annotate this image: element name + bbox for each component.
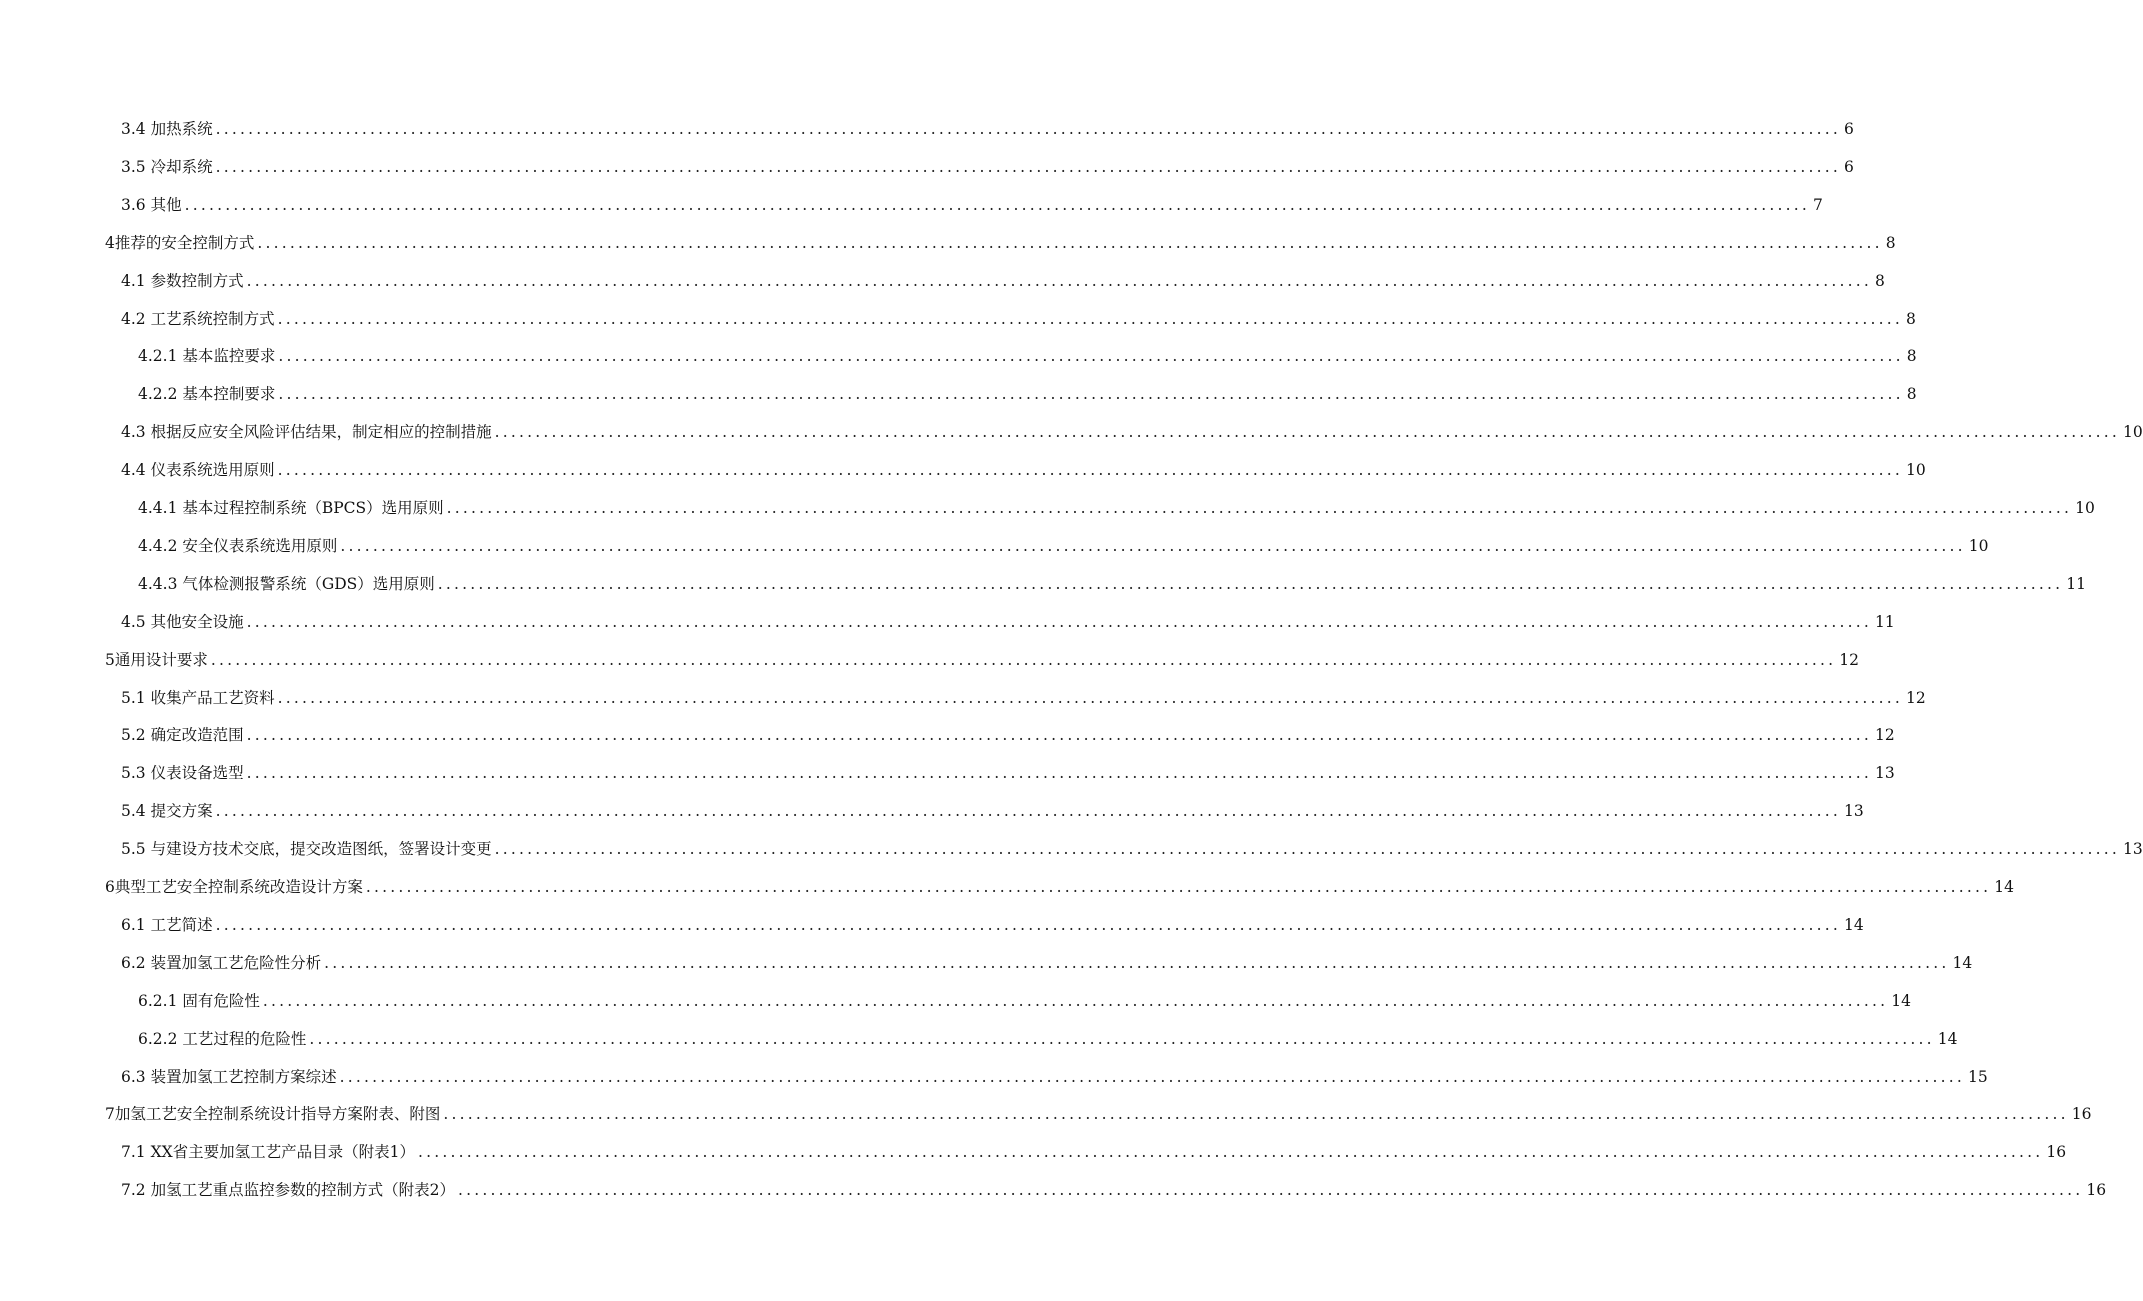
toc-leader-dots: ........................................................................................................................................................................................................ [210, 650, 1837, 669]
toc-entry-page-number: 12 [1874, 726, 1895, 745]
toc-entry-page-number: 11 [2066, 574, 2086, 593]
toc-leader-dots: ........................................................................................................................................................................................................ [324, 953, 1950, 972]
toc-entry-page-number: 6 [1843, 120, 1854, 138]
toc-entry-page-number: 13 [1874, 764, 1895, 783]
toc-entry-page-number: 10 [1905, 461, 1926, 480]
toc-entry-page-number: 10 [2075, 499, 2095, 517]
toc-entry[interactable] [121, 302, 1916, 328]
toc-leader-dots: ........................................................................................................................................................................................................ [340, 536, 1966, 555]
toc-entry[interactable] [121, 832, 2143, 859]
toc-entry-page-number: 8 [1874, 271, 1885, 290]
toc-leader-dots: ........................................................................................................................................................................................................ [262, 991, 1889, 1010]
toc-entry-page-number: 16 [2046, 1143, 2067, 1162]
toc-entry-title: 5.2 确定改造范围 [121, 726, 244, 745]
toc-leader-dots: ........................................................................................................................................................................................................ [494, 423, 2120, 442]
toc-entry[interactable] [121, 908, 1864, 934]
toc-entry[interactable] [105, 226, 1896, 252]
toc-leader-dots: ........................................................................................................................................................................................................ [339, 1067, 1965, 1086]
toc-entry-title: 6.2.1 固有危险性 [138, 991, 260, 1010]
toc-entry-title: 6.2.2 工艺过程的危险性 [138, 1029, 307, 1048]
toc-entry[interactable] [121, 453, 1926, 480]
toc-entry-title: 4推荐的安全控制方式 [105, 233, 255, 252]
toc-entry-title: 5.3 仪表设备选型 [121, 764, 244, 783]
toc-leader-dots: ........................................................................................................................................................................................................ [277, 461, 1903, 480]
toc-entry[interactable] [138, 567, 2086, 593]
toc-entry[interactable] [121, 188, 1823, 214]
toc-entry-page-number: 10 [2123, 423, 2143, 442]
toc-entry-page-number: 8 [1885, 233, 1896, 252]
toc-entry[interactable] [138, 984, 1912, 1010]
toc-entry[interactable] [121, 1135, 2067, 1162]
toc-entry-title: 3.4 加热系统 [121, 120, 213, 138]
toc-leader-dots: ........................................................................................................................................................................................................ [215, 802, 1841, 821]
toc-entry-page-number: 11 [1874, 612, 1895, 631]
toc-entry-title: 7.2 加氢工艺重点监控参数的控制方式（附表2） [121, 1181, 455, 1200]
toc-entry[interactable] [121, 150, 1854, 176]
toc-entry-page-number: 15 [1967, 1067, 1988, 1086]
toc-entry-title: 7.1 XX省主要加氢工艺产品目录（附表1） [121, 1143, 416, 1162]
toc-entry-page-number: 10 [1968, 536, 1989, 555]
toc-entry-title: 4.1 参数控制方式 [121, 271, 244, 290]
toc-leader-dots: ........................................................................................................................................................................................................ [278, 385, 1904, 404]
toc-entry-page-number: 7 [1812, 195, 1823, 214]
toc-entry-title: 5.1 收集产品工艺资料 [121, 688, 275, 707]
toc-entry-title: 6.2 装置加氢工艺危险性分析 [121, 953, 322, 972]
toc-entry[interactable] [121, 415, 2143, 442]
toc-leader-dots: ........................................................................................................................................................................................................ [277, 309, 1903, 328]
toc-entry-title: 4.4.2 安全仪表系统选用原则 [138, 536, 338, 555]
toc-leader-dots: ........................................................................................................................................................................................................ [494, 840, 2120, 859]
toc-entry[interactable] [121, 605, 1895, 631]
toc-entry-title: 4.2.2 基本控制要求 [138, 385, 276, 404]
toc-entry-page-number: 8 [1906, 385, 1917, 404]
toc-entry[interactable] [121, 718, 1895, 745]
toc-entry-title: 5.5 与建设方技术交底，提交改造图纸，签署设计变更 [121, 840, 492, 859]
toc-entry[interactable] [121, 756, 1895, 783]
toc-entry-title: 6.3 装置加氢工艺控制方案综述 [121, 1067, 337, 1086]
toc-leader-dots: ........................................................................................................................................................................................................ [446, 499, 2073, 517]
toc-entry-page-number: 12 [1839, 650, 1860, 669]
toc-entry-page-number: 14 [1952, 953, 1973, 972]
toc-entry-page-number: 14 [1994, 878, 2015, 896]
toc-entry-title: 6.1 工艺简述 [121, 915, 213, 934]
toc-entry[interactable] [121, 681, 1926, 707]
toc-entry-page-number: 16 [2071, 1105, 2092, 1124]
toc-entry-title: 4.4.3 气体检测报警系统（GDS）选用原则 [138, 574, 435, 593]
toc-leader-dots: ........................................................................................................................................................................................................ [437, 574, 2064, 593]
toc-entry-page-number: 16 [2086, 1181, 2107, 1200]
toc-entry-title: 6典型工艺安全控制系统改造设计方案 [105, 878, 363, 896]
toc-entry-page-number: 14 [1891, 991, 1912, 1010]
toc-leader-dots: ........................................................................................................................................................................................................ [443, 1105, 2069, 1124]
toc-leader-dots: ........................................................................................................................................................................................................ [246, 271, 1872, 290]
toc-entry[interactable] [138, 377, 1917, 404]
toc-entry[interactable] [138, 339, 1917, 366]
toc-entry-title: 3.6 其他 [121, 195, 182, 214]
toc-entry-title: 4.2.1 基本监控要求 [138, 347, 276, 366]
toc-leader-dots: ........................................................................................................................................................................................................ [457, 1181, 2084, 1200]
toc-entry-title: 5通用设计要求 [105, 650, 208, 669]
toc-entry[interactable] [121, 1173, 2107, 1200]
toc-leader-dots: ........................................................................................................................................................................................................ [246, 764, 1872, 783]
toc-entry-page-number: 12 [1905, 688, 1926, 707]
toc-entry[interactable] [121, 1060, 1988, 1086]
toc-leader-dots: ........................................................................................................................................................................................................ [215, 157, 1841, 176]
toc-entry-page-number: 6 [1843, 157, 1854, 176]
toc-entry[interactable] [138, 1022, 1958, 1048]
toc-leader-dots: ........................................................................................................................................................................................................ [246, 612, 1872, 631]
toc-entry-page-number: 13 [1843, 802, 1864, 821]
toc-leader-dots: ........................................................................................................................................................................................................ [309, 1029, 1935, 1048]
toc-leader-dots: ........................................................................................................................................................................................................ [257, 233, 1883, 252]
toc-leader-dots: ........................................................................................................................................................................................................ [278, 347, 1904, 366]
toc-entry-page-number: 14 [1937, 1029, 1958, 1048]
toc-entry[interactable] [105, 870, 2015, 896]
toc-leader-dots: ........................................................................................................................................................................................................ [246, 726, 1872, 745]
toc-entry-title: 7加氢工艺安全控制系统设计指导方案附表、附图 [105, 1105, 441, 1124]
toc-entry-title: 4.4.1 基本过程控制系统（BPCS）选用原则 [138, 499, 444, 517]
toc-entry-title: 4.2 工艺系统控制方式 [121, 309, 275, 328]
toc-leader-dots: ........................................................................................................................................................................................................ [215, 915, 1841, 934]
toc-entry-page-number: 8 [1906, 347, 1917, 366]
toc-entry-page-number: 13 [2123, 840, 2143, 859]
toc-entry-title: 4.3 根据反应安全风险评估结果，制定相应的控制措施 [121, 423, 492, 442]
toc-entry[interactable] [121, 264, 1885, 290]
toc-entry-title: 3.5 冷却系统 [121, 157, 213, 176]
toc-entry-title: 5.4 提交方案 [121, 802, 213, 821]
toc-entry[interactable] [121, 794, 1864, 821]
toc-leader-dots: ........................................................................................................................................................................................................ [184, 195, 1810, 214]
toc-leader-dots: ........................................................................................................................................................................................................ [215, 120, 1841, 138]
toc-entry-page-number: 8 [1905, 309, 1916, 328]
toc-entry[interactable] [105, 1097, 2092, 1124]
toc-leader-dots: ........................................................................................................................................................................................................ [418, 1143, 2044, 1162]
toc-entry[interactable] [121, 946, 1973, 972]
toc-leader-dots: ........................................................................................................................................................................................................ [365, 878, 1992, 896]
toc-entry[interactable] [138, 491, 2095, 517]
toc-entry-page-number: 14 [1843, 915, 1864, 934]
toc-entry[interactable] [121, 112, 1854, 138]
toc-entry[interactable] [138, 529, 1989, 555]
toc-entry-title: 4.5 其他安全设施 [121, 612, 244, 631]
toc-leader-dots: ........................................................................................................................................................................................................ [277, 688, 1903, 707]
toc-entry-title: 4.4 仪表系统选用原则 [121, 461, 275, 480]
toc-entry[interactable] [105, 643, 1860, 669]
